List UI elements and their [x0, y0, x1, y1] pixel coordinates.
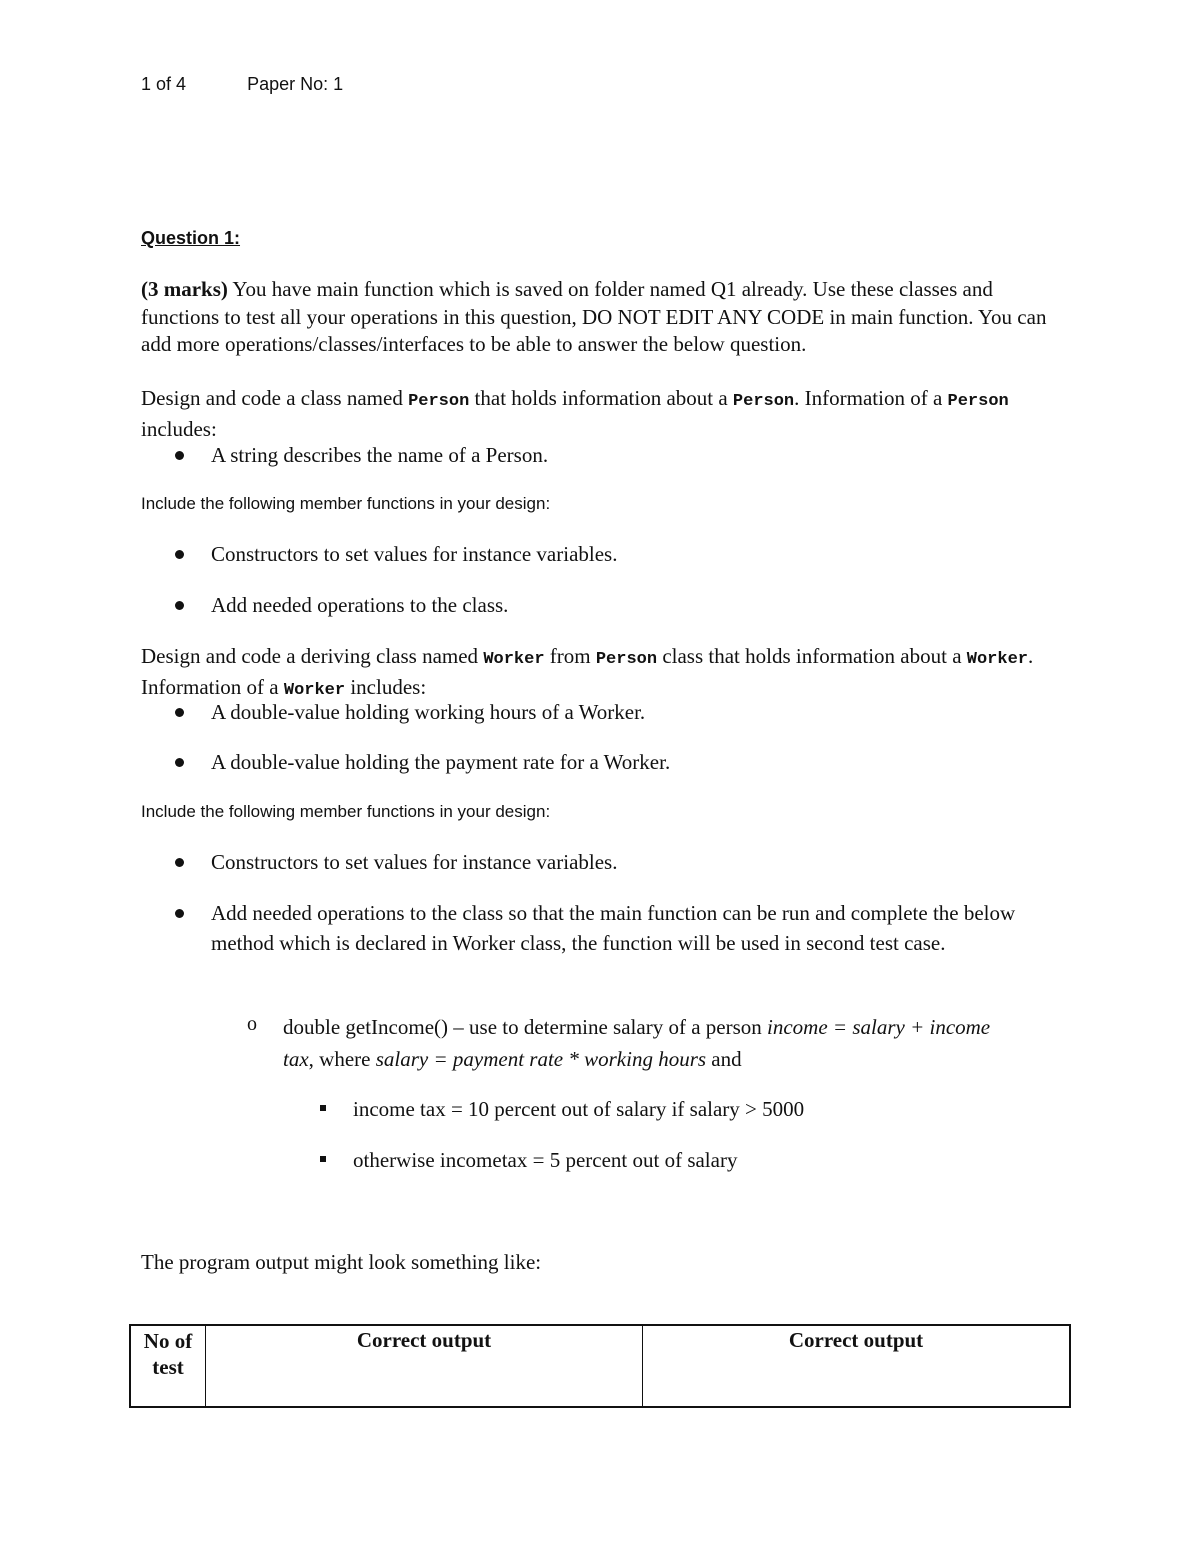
output-table	[129, 1324, 1071, 1408]
worker-text-4: . Information of a	[141, 644, 1034, 699]
person-func-item: Constructors to set values for instance variables.	[211, 542, 618, 566]
worker-class-name: Worker	[966, 650, 1028, 669]
question-title: Question 1:	[141, 228, 241, 248]
paper-number: Paper No: 1	[247, 74, 344, 94]
intro-paragraph	[141, 276, 1071, 359]
worker-field-item: A double-value holding working hours of a Worker.	[211, 700, 646, 724]
table-header-row	[130, 1325, 1070, 1407]
bullet-icon	[175, 601, 184, 610]
person-class-name: Person	[732, 392, 795, 411]
worker-text-3: class that holds information about a	[657, 644, 967, 668]
person-field-item: A string describes the name of a Person.	[211, 443, 549, 467]
method-text-3: and	[706, 1047, 742, 1071]
header-no-of-test: No of test	[130, 1325, 206, 1407]
circle-bullet-icon: o	[247, 1013, 257, 1035]
header-correct-output: Correct output	[643, 1325, 1071, 1407]
method-text-2: , where	[308, 1047, 376, 1071]
salary-formula: salary = payment rate * working hours	[375, 1047, 707, 1071]
worker-func-item: Constructors to set values for instance variables.	[211, 850, 618, 874]
worker-class-name: Worker	[283, 680, 346, 700]
worker-class-name: Worker	[483, 650, 545, 669]
method-text-1: double getIncome() – use to determine salary of a person	[283, 1015, 767, 1039]
include-label: Include the following member functions in your design:	[141, 802, 551, 821]
header-correct-output: Correct output	[206, 1325, 643, 1407]
person-func-item: Add needed operations to the class.	[211, 593, 509, 617]
person-class-name: Person	[947, 392, 1009, 411]
square-bullet-icon	[320, 1156, 326, 1162]
worker-paragraph	[141, 643, 1071, 704]
output-intro: The program output might look something like:	[141, 1250, 542, 1274]
person-text-1: Design and code a class named	[141, 386, 409, 410]
worker-text-1: Design and code a deriving class named	[141, 644, 484, 668]
bullet-icon	[175, 909, 184, 918]
tax-rule-item: income tax = 10 percent out of salary if salary > 5000	[353, 1097, 805, 1121]
bullet-icon	[175, 858, 184, 867]
bullet-icon	[175, 550, 184, 559]
income-formula: income = salary + income tax	[283, 1015, 991, 1071]
person-paragraph	[141, 385, 1071, 443]
worker-field-item: A double-value holding the payment rate for a Worker.	[211, 750, 671, 774]
marks-label: (3 marks)	[141, 277, 228, 301]
page-number: 1 of 4	[141, 74, 187, 94]
worker-text-2: from	[544, 644, 596, 668]
method-description	[283, 1011, 1023, 1075]
bullet-icon	[175, 708, 184, 717]
person-text-3: . Information of a	[794, 386, 948, 410]
worker-text-5: includes:	[345, 674, 427, 699]
tax-rule-item: otherwise incometax = 5 percent out of salary	[353, 1148, 738, 1172]
intro-text: You have main function which is saved on folder named Q1 already. Use these classes and functions to test all your operations in this question, DO NOT EDIT ANY CODE in main function. You can add more operations/classes/interfaces to be able to answer the below question.	[141, 277, 1047, 356]
worker-base-class: Person	[595, 650, 658, 669]
person-class-name: Person	[408, 392, 470, 411]
page-header	[141, 74, 343, 95]
include-label: Include the following member functions in your design:	[141, 494, 551, 513]
person-text-4: includes:	[141, 416, 217, 441]
bullet-icon	[175, 451, 184, 460]
bullet-icon	[175, 758, 184, 767]
square-bullet-icon	[320, 1105, 326, 1111]
person-text-2: that holds information about a	[469, 386, 733, 410]
worker-func-item: Add needed operations to the class so that the main function can be run and complete the below method which is declared in Worker class, the function will be used in second test case.	[211, 901, 1016, 955]
